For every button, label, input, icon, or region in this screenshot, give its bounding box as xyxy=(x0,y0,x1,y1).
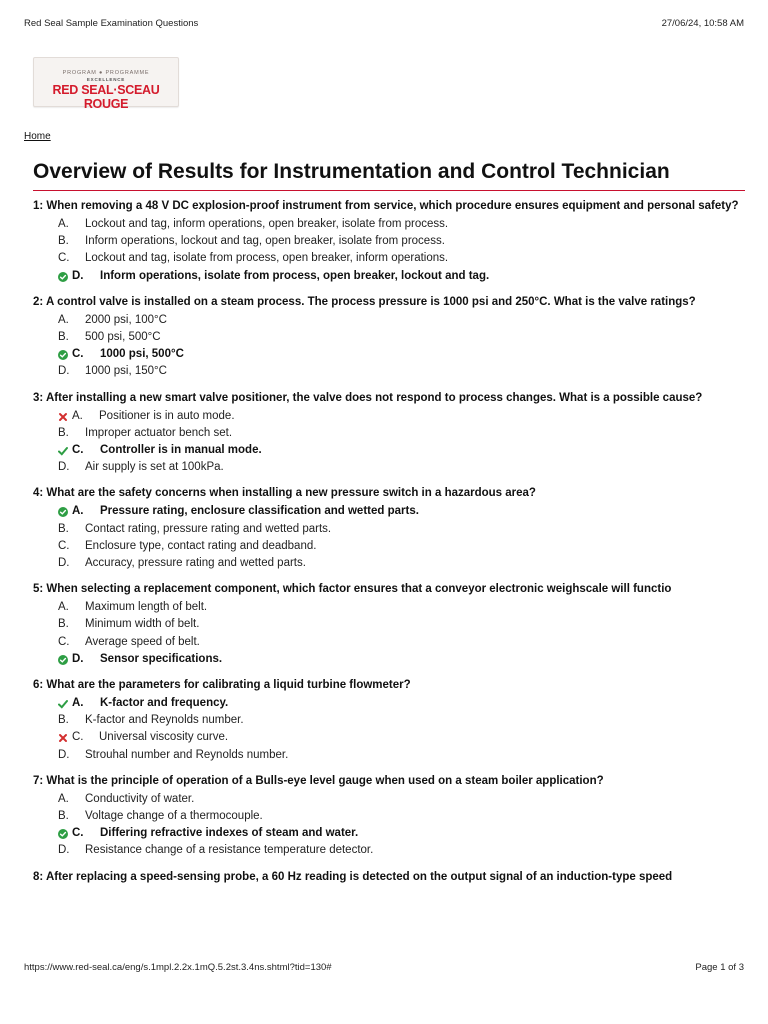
answer-option xyxy=(33,651,745,668)
option-letter: B. xyxy=(58,426,69,439)
option-text: K-factor and Reynolds number. xyxy=(85,714,244,727)
answer-options xyxy=(33,408,745,477)
option-letter: D. xyxy=(58,365,70,378)
option-text: 2000 psi, 100°C xyxy=(85,313,167,326)
option-letter: B. xyxy=(58,618,69,631)
answer-option xyxy=(33,425,745,442)
question-list xyxy=(33,198,745,895)
correct-answer-check-icon xyxy=(58,699,68,709)
answer-options xyxy=(33,599,745,668)
option-text: K-factor and frequency. xyxy=(100,697,229,710)
answer-option xyxy=(33,599,745,616)
option-text: Resistance change of a resistance temperature detector. xyxy=(85,844,374,857)
option-text: 1000 psi, 150°C xyxy=(85,365,167,378)
answer-options xyxy=(33,216,745,285)
option-letter: B. xyxy=(58,522,69,535)
question-block xyxy=(33,198,745,285)
option-letter: C. xyxy=(72,731,84,744)
answer-option xyxy=(33,825,745,842)
option-letter: B. xyxy=(58,714,69,727)
question-text: 6: What are the parameters for calibrating a liquid turbine flowmeter? xyxy=(33,679,411,692)
option-letter: B. xyxy=(58,235,69,248)
option-letter: B. xyxy=(58,810,69,823)
option-text: Strouhal number and Reynolds number. xyxy=(85,748,289,761)
option-text: Enclosure type, contact rating and deadband. xyxy=(85,539,317,552)
answer-options xyxy=(33,503,745,572)
option-text: Differing refractive indexes of steam and water. xyxy=(100,827,359,840)
answer-option xyxy=(33,712,745,729)
option-text: Controller is in manual mode. xyxy=(100,444,262,457)
option-letter: A. xyxy=(58,601,69,614)
answer-option xyxy=(33,634,745,651)
answer-option xyxy=(33,268,745,285)
option-text: Accuracy, pressure rating and wetted parts. xyxy=(85,557,306,570)
answer-option xyxy=(33,346,745,363)
option-letter: A. xyxy=(72,409,83,422)
question-text: 7: What is the principle of operation of a Bulls-eye level gauge when used on a steam boiler application? xyxy=(33,774,604,787)
option-letter: A. xyxy=(58,313,69,326)
answer-option xyxy=(33,363,745,380)
option-text: Conductivity of water. xyxy=(85,792,195,805)
print-footer-url: https://www.red-seal.ca/eng/s.1mpl.2.2x.1mQ.5.2st.3.4ns.shtml?tid=130# xyxy=(24,962,332,973)
option-letter: D. xyxy=(58,557,70,570)
correct-answer-circle-check-icon xyxy=(58,272,68,282)
answer-option xyxy=(33,216,745,233)
red-seal-logo[interactable] xyxy=(33,57,179,111)
print-header-datetime: 27/06/24, 10:58 AM xyxy=(661,18,744,29)
correct-answer-circle-check-icon xyxy=(58,507,68,517)
question-text: 3: After installing a new smart valve positioner, the valve does not respond to process changes. What is a possible cause? xyxy=(33,391,703,404)
option-text: Maximum length of belt. xyxy=(85,601,208,614)
option-letter: C. xyxy=(72,348,84,361)
wrong-answer-x-icon xyxy=(58,733,68,743)
option-text: Improper actuator bench set. xyxy=(85,426,233,439)
question-text: 2: A control valve is installed on a steam process. The process pressure is 1000 psi and 250°C. What is the valve ratings? xyxy=(33,295,696,308)
option-text: Minimum width of belt. xyxy=(85,618,200,631)
option-text: Air supply is set at 100kPa. xyxy=(85,461,224,474)
option-letter: A. xyxy=(58,218,69,230)
question-block xyxy=(33,390,745,477)
correct-answer-check-icon xyxy=(58,446,68,456)
question-text: 5: When selecting a replacement component, which factor ensures that a conveyor electronic weighscale will functio xyxy=(33,583,672,596)
question-block xyxy=(33,294,745,381)
answer-option xyxy=(33,312,745,329)
option-letter: D. xyxy=(58,748,70,761)
logo-wordmark: RED SEAL·SCEAU ROUGE xyxy=(52,83,160,111)
logo-excellence-text: EXCELLENCE xyxy=(86,77,126,82)
option-text: Inform operations, lockout and tag, open breaker, isolate from process. xyxy=(85,235,445,248)
answer-option xyxy=(33,729,745,746)
option-text: 500 psi, 500°C xyxy=(85,331,161,344)
print-header xyxy=(24,18,744,29)
option-letter: C. xyxy=(58,252,70,265)
print-header-title: Red Seal Sample Examination Questions xyxy=(24,18,199,29)
question-block xyxy=(33,677,745,764)
answer-option xyxy=(33,233,745,250)
answer-option xyxy=(33,459,745,476)
breadcrumb-home-link[interactable]: Home xyxy=(24,131,51,142)
answer-option xyxy=(33,521,745,538)
option-letter: D. xyxy=(72,652,84,665)
option-letter: D. xyxy=(72,269,84,282)
answer-option xyxy=(33,791,745,808)
option-text: Contact rating, pressure rating and wetted parts. xyxy=(85,522,332,535)
answer-option xyxy=(33,747,745,764)
answer-options xyxy=(33,695,745,764)
correct-answer-circle-check-icon xyxy=(58,829,68,839)
answer-option xyxy=(33,616,745,633)
question-block xyxy=(33,869,745,886)
option-letter: C. xyxy=(58,635,70,648)
correct-answer-circle-check-icon xyxy=(58,350,68,360)
title-divider xyxy=(33,190,745,191)
option-text: Lockout and tag, inform operations, open breaker, isolate from process. xyxy=(85,218,449,230)
option-text: Sensor specifications. xyxy=(100,652,223,665)
option-letter: A. xyxy=(72,697,84,710)
page-title: Overview of Results for Instrumentation and Control Technician xyxy=(33,160,670,183)
option-text: Universal viscosity curve. xyxy=(99,731,229,744)
wrong-answer-x-icon xyxy=(58,412,68,422)
answer-option xyxy=(33,538,745,555)
correct-answer-circle-check-icon xyxy=(58,655,68,665)
print-footer-page: Page 1 of 3 xyxy=(695,962,744,973)
answer-option xyxy=(33,808,745,825)
option-letter: A. xyxy=(72,505,84,518)
logo-program-text: PROGRAM ● PROGRAMME xyxy=(62,70,150,76)
option-letter: B. xyxy=(58,331,69,344)
answer-option xyxy=(33,695,745,712)
option-text: Lockout and tag, isolate from process, open breaker, inform operations. xyxy=(85,252,449,265)
answer-option xyxy=(33,503,745,520)
answer-option xyxy=(33,408,745,425)
option-letter: D. xyxy=(58,461,70,474)
question-text: 8: After replacing a speed-sensing probe, a 60 Hz reading is detected on the output signal of an induction-type speed xyxy=(33,870,673,883)
option-letter: C. xyxy=(72,827,84,840)
option-text: Inform operations, isolate from process, open breaker, lockout and tag. xyxy=(100,269,490,282)
answer-option xyxy=(33,329,745,346)
option-text: Pressure rating, enclosure classification and wetted parts. xyxy=(100,505,419,518)
question-block xyxy=(33,773,745,860)
answer-options xyxy=(33,312,745,381)
option-letter: D. xyxy=(58,844,70,857)
answer-option xyxy=(33,842,745,859)
answer-option xyxy=(33,442,745,459)
answer-option xyxy=(33,250,745,267)
option-text: 1000 psi, 500°C xyxy=(100,348,184,361)
option-letter: C. xyxy=(72,444,84,457)
option-text: Voltage change of a thermocouple. xyxy=(85,810,263,823)
question-text: 4: What are the safety concerns when installing a new pressure switch in a hazardous area? xyxy=(33,487,536,500)
option-letter: A. xyxy=(58,792,69,805)
print-footer xyxy=(24,962,744,973)
question-block xyxy=(33,581,745,668)
answer-options xyxy=(33,791,745,860)
question-block xyxy=(33,485,745,572)
option-letter: C. xyxy=(58,539,70,552)
option-text: Positioner is in auto mode. xyxy=(99,409,235,422)
question-text: 1: When removing a 48 V DC explosion-proof instrument from service, which procedure ensures equipment and personal safety? xyxy=(33,200,739,212)
answer-option xyxy=(33,555,745,572)
option-text: Average speed of belt. xyxy=(85,635,200,648)
